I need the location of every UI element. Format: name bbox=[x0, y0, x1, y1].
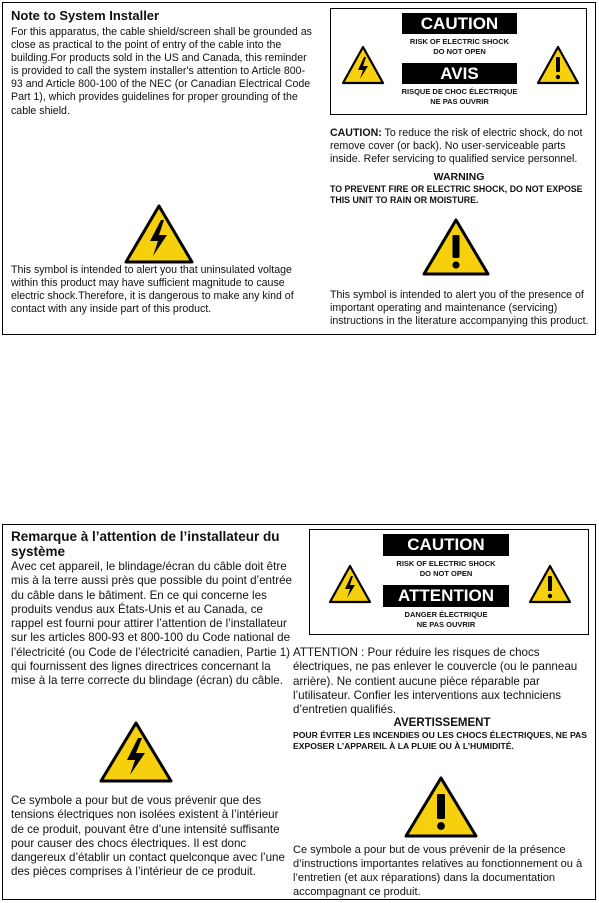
shock-symbol-text: Ce symbole a pour but de vous prévenir que des tensions électriques non isolées existent à l’intérieur de ce produit, pouvant être d’une intensité suffisante pour causer des chocs électriques. Il est donc dangereux d’établir un contact quelconque avec l’une des pièces comprises à l’intérieur de ce produit. bbox=[11, 794, 285, 879]
lightning-warning-icon bbox=[123, 203, 195, 265]
caution-label-box bbox=[309, 529, 589, 635]
exclamation-warning-icon bbox=[528, 564, 572, 604]
caution-sub-label: RISK OF ELECTRIC SHOCK DO NOT OPEN bbox=[409, 37, 510, 56]
attention-sub-label: DANGER ÉLECTRIQUE NE PAS OUVRIR bbox=[404, 610, 488, 629]
caution-bar: CAUTION bbox=[383, 534, 509, 556]
lightning-warning-icon bbox=[98, 720, 174, 784]
avis-bar: AVIS bbox=[402, 63, 517, 84]
exclamation-symbol-text: This symbol is intended to alert you of the presence of important operating and maintenance (servicing) instructions in the literature accompanying this product. bbox=[330, 289, 589, 328]
caution-lead: CAUTION: bbox=[330, 127, 382, 139]
attention-text: : Pour réduire les risques de chocs électriques, ne pas enlever le couvercle (ou le panneau arrière). Ne contient aucune pièce réparable par l’utilisateur. Confier les interventions aux techniciens d’entretien qualifiés. bbox=[293, 646, 578, 717]
exclamation-warning-icon bbox=[536, 45, 580, 85]
warning-text: POUR ÉVITER LES INCENDIES OU LES CHOCS ÉLECTRIQUES, NE PAS EXPOSER L’APPAREIL À LA PLUIE OU À L’HUMIDITÉ. bbox=[293, 730, 587, 751]
installer-note-heading: Remarque à l’attention de l’installateur du système bbox=[11, 529, 280, 559]
installer-note-text: For this apparatus, the cable shield/screen shall be grounded as close as practical to the point of entry of the cable into the building.For products sold in the US and Canada, this reminder is provided to call the system installer's attention to Article 800-93 and Article 800-100 of the NEC (or Canadian Electrical Code Part 1), which provides guidelines for proper grounding of the cable shield. bbox=[11, 26, 312, 117]
lightning-warning-icon bbox=[341, 45, 385, 85]
exclamation-warning-icon bbox=[403, 775, 479, 839]
exclamation-warning-icon bbox=[421, 217, 491, 277]
attention-lead: ATTENTION bbox=[293, 646, 358, 659]
avis-sub-label: RISQUE DE CHOC ÉLECTRIQUE NE PAS OUVRIR bbox=[401, 87, 518, 106]
warning-title: AVERTISSEMENT bbox=[393, 717, 491, 729]
caution-bar: CAUTION bbox=[402, 13, 517, 34]
caution-sub-label: RISK OF ELECTRIC SHOCK DO NOT OPEN bbox=[396, 559, 496, 578]
installer-note-panel-english bbox=[2, 2, 596, 335]
warning-title: WARNING bbox=[433, 171, 485, 183]
installer-note-heading: Note to System Installer bbox=[11, 8, 160, 23]
installer-note-panel-french bbox=[2, 524, 596, 900]
shock-symbol-text: This symbol is intended to alert you that uninsulated voltage within this product may have sufficient magnitude to cause electric shock.Therefore, it is dangerous to make any kind of contact with any inside part of this product. bbox=[11, 264, 294, 316]
caution-paragraph bbox=[330, 127, 588, 166]
lightning-warning-icon bbox=[328, 564, 372, 604]
caution-text: To reduce the risk of electric shock, do not remove cover (or back). No user-serviceable parts inside. Refer servicing to qualified service personnel. bbox=[330, 127, 583, 166]
exclamation-symbol-text: Ce symbole a pour but de vous prévenir de la présence d’instructions importantes relatives au fonctionnement ou à l’entretien (et aux réparations) dans la documentation accompagnant ce produit. bbox=[293, 844, 583, 898]
attention-paragraph bbox=[293, 646, 591, 717]
attention-bar: ATTENTION bbox=[383, 585, 509, 607]
installer-note-text: Avec cet appareil, le blindage/écran du câble doit être mis à la terre aussi près que possible du point d’entrée du câble dans le bâtiment. En ce qui concerne les produits vendus aux États-Unis et au Canada, ce rappel est fourni pour attirer l’attention de l’installateur sur les articles 800-93 et 800-100 du Code national de l’électricité (ou Code de l’électricité canadien, Partie 1) qui fournissent des lignes directrices concernant la mise à la terre correcte du blindage (écran) du câble. bbox=[11, 560, 292, 688]
caution-label-box bbox=[330, 8, 587, 115]
warning-text: TO PREVENT FIRE OR ELECTRIC SHOCK, DO NOT EXPOSE THIS UNIT TO RAIN OR MOISTURE. bbox=[330, 184, 583, 205]
